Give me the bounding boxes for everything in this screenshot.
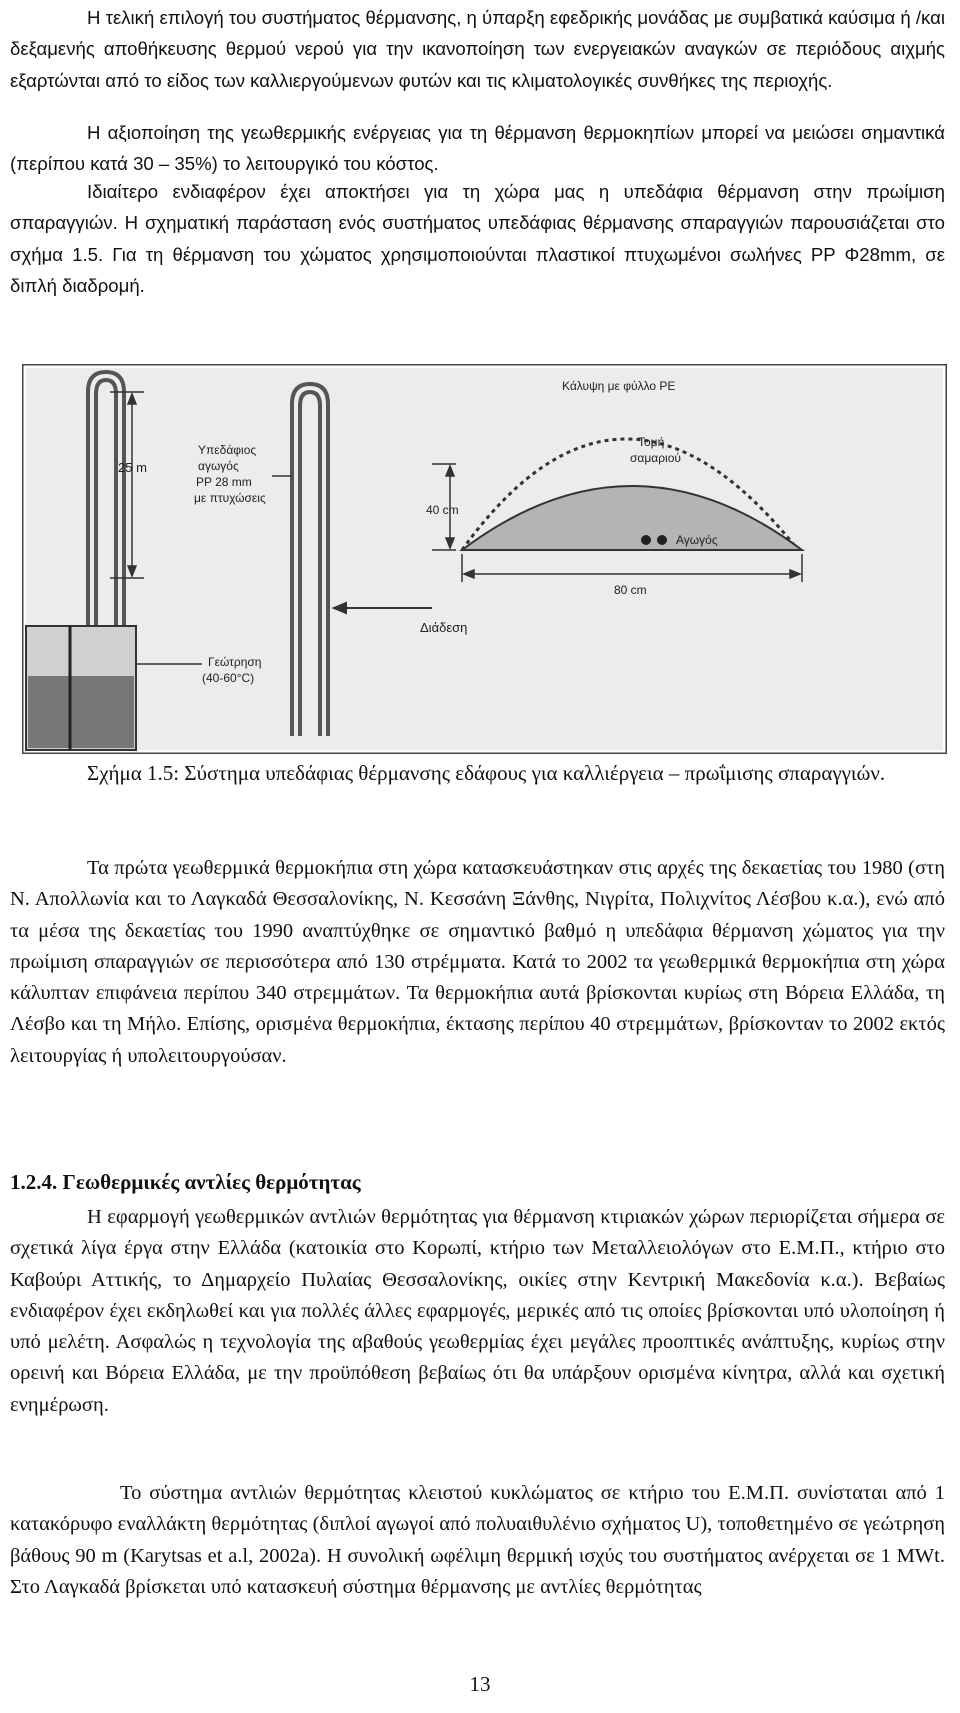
pipe-label-line-1: Υπεδάφιος: [198, 443, 257, 457]
route-label: Διάδεση: [420, 620, 468, 635]
figure-caption: Σχήμα 1.5: Σύστημα υπεδάφιας θέρμανσης εδάφους για καλλιέργεια – πρωΐμισης σπαραγγιών.: [87, 761, 886, 785]
geothermal-well: [26, 626, 136, 750]
pipe-label-line-2: αγωγός: [198, 459, 239, 473]
depth-label: 25 m: [118, 460, 147, 475]
paragraph-heating-choice: Η τελική επιλογή του συστήματος θέρμανσης, η ύπαρξη εφεδρικής μονάδας με συμβατικά καύσιμα ή /και δεξαμενής αποθήκευσης θερμού νερού για την ικανοποίηση των ενεργειακών αναγκών σε περιόδους αιχμής εξαρτώνται από το είδος των καλλιεργούμενων φυτών και τις κλιματολογικές συνθήκες της περιοχής.: [10, 7, 945, 91]
section-label-line-1: Τομή: [638, 435, 665, 449]
well-label-line-2: (40-60°C): [202, 671, 255, 685]
pipe-label-line-4: με πτυχώσεις: [194, 491, 266, 505]
width-label: 80 cm: [614, 583, 647, 597]
well-label-line-1: Γεώτρηση: [208, 655, 262, 669]
cover-label: Κάλυψη με φύλλο PE: [562, 379, 676, 393]
paragraph-asparagus-heating: Ιδιαίτερο ενδιαφέρον έχει αποκτήσει για τη χώρα μας η υπεδάφια θέρμανση στην πρωίμιση σπαραγγιών. Η σχηματική παράσταση ενός συστήματος υπεδάφιας θέρμανσης σπαραγγιών παρουσιάζεται στο σχήμα 1.5. Για τη θέρμανση του χώματος χρησιμοποιούνται πλαστικοί πτυχωμένοι σωλήνες PP Φ28mm, σε διπλή διαδρομή.: [10, 181, 945, 296]
figure-soil-heating-diagram: [22, 364, 947, 754]
section-heading: 1.2.4. Γεωθερμικές αντλίες θερμότητας: [10, 1170, 361, 1194]
pipes-in-ridge-label: Αγωγός: [676, 533, 718, 547]
page-number: 13: [469, 1672, 491, 1696]
pipe-label-line-3: PP 28 mm: [196, 475, 252, 489]
section-label-line-2: σαμαριού: [630, 451, 681, 465]
paragraph-cost-reduction: Η αξιοποίηση της γεωθερμικής ενέργειας για τη θέρμανση θερμοκηπίων μπορεί να μειώσει σημαντικά (περίπου κατά 30 – 35%) το λειτουργικό του κόστος.: [10, 122, 945, 175]
height-label: 40 cm: [426, 503, 459, 517]
paragraph-heat-pumps-greece: Η εφαρμογή γεωθερμικών αντλιών θερμότητας για θέρμανση κτιριακών χώρων περιορίζεται σήμερα σε σχετικά λίγα έργα στην Ελλάδα (κατοικία στο Κορωπί, κτήριο των Μεταλλειολόγων στο Ε.Μ.Π., κτήριο στο Καβούρι Αττικής, το Δημαρχείο Πυλαίας Θεσσαλονίκης, οικίες στην Κεντρική Μακεδονία κ.α.). Βεβαίως ενδιαφέρον έχει εκδηλωθεί και για πολλές άλλες εφαρμογές, μερικές από τις οποίες βρίσκονται υπό υλοποίηση ή υπό μελέτη. Ασφαλώς η τεχνολογία της αβαθούς γεωθερμίας έχει μεγάλες προοπτικές ανάπτυξης, κυρίως στην ορεινή και Βόρεια Ελλάδα, με την προϋπόθεση βεβαίως ότι θα υπάρξουν ορισμένα κίνητρα, αλλά και σχετική ενημέρωση.: [10, 1206, 945, 1416]
paragraph-ntua-system: Το σύστημα αντλιών θερμότητας κλειστού κυκλώματος σε κτήριο του Ε.Μ.Π. συνίσταται από 1 κατακόρυφο εναλλάκτη θερμότητας (διπλοί αγωγοί από πολυαιθυλένιο σχήματος U), τοποθετημένο σε γεώτρηση βάθους 90 m (Karytsas et a.l, 2002a). Η συνολική ωφέλιμη θερμική ισχύς του συστήματος ανέρχεται σε 1 MWt. Στο Λαγκαδά βρίσκεται υπό κατασκευή σύστημα θέρμανσης με αντλίες θερμότητας: [10, 1482, 945, 1598]
paragraph-first-greenhouses: Τα πρώτα γεωθερμικά θερμοκήπια στη χώρα κατασκευάστηκαν στις αρχές της δεκαετίας του 1980 (στη Ν. Απολλωνία και το Λαγκαδά Θεσσαλονίκης, Ν. Κεσσάνη Ξάνθης, Νιγρίτα, Πολιχνίτος Λέσβου κ.α.), ενώ από τα μέσα της δεκαετίας του 1990 αναπτύχθηκε σε σημαντικό βαθμό η υπεδάφια θέρμανση χώματος για την πρωίμιση σπαραγγιών σε περισσότερα από 130 στρέμματα. Κατά το 2002 τα γεωθερμικά θερμοκήπια στη χώρα κάλυπταν επιφάνεια περίπου 340 στρεμμάτων. Τα θερμοκήπια αυτά βρίσκονται κυρίως στη Βόρεια Ελλάδα, τη Λέσβο και τη Μήλο. Επίσης, ορισμένα θερμοκήπια, έκτασης περίπου 40 στρεμμάτων, βρίσκονταν το 2002 εκτός λειτουργίας ή υπολειτουργούσαν.: [10, 857, 945, 1067]
